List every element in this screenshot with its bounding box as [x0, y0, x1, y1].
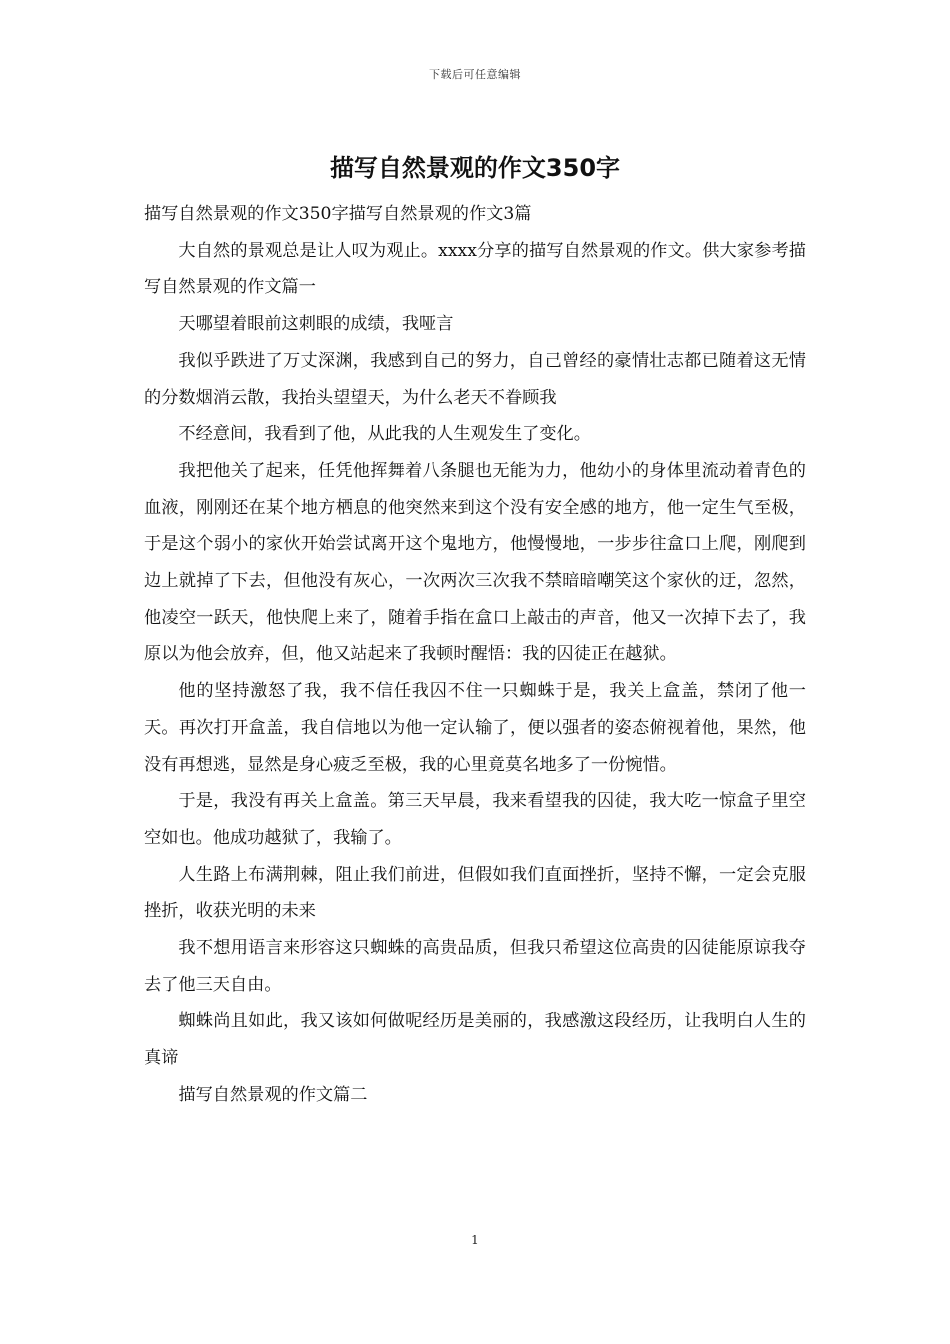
paragraph: 我不想用语言来形容这只蜘蛛的高贵品质，但我只希望这位高贵的囚徒能原谅我夺去了他三天自由。	[144, 938, 806, 995]
document-body	[144, 196, 806, 1114]
paragraph: 于是，我没有再关上盒盖。第三天早晨，我来看望我的囚徒，我大吃一惊盒子里空空如也。他成功越狱了，我输了。	[144, 791, 806, 848]
section-heading: 描写自然景观的作文篇二	[178, 1084, 368, 1105]
header-note: 下载后可任意编辑	[429, 68, 521, 81]
paragraph: 人生路上布满荆棘，阻止我们前进，但假如我们直面挫折，坚持不懈，一定会克服挫折，收获光明的未来	[144, 864, 806, 922]
paragraph: 大自然的景观总是让人叹为观止。xxxx分享的描写自然景观的作文。供大家参考描写自然景观的作文篇一	[144, 240, 806, 298]
paragraph: 我似乎跌进了万丈深渊，我感到自己的努力，自己曾经的豪情壮志都已随着这无情的分数烟消云散，我抬头望望天，为什么老天不眷顾我	[144, 350, 806, 408]
paragraph: 天哪望着眼前这刺眼的成绩，我哑言	[178, 314, 454, 335]
paragraph: 不经意间，我看到了他，从此我的人生观发生了变化。	[178, 424, 591, 445]
paragraph: 我把他关了起来，任凭他挥舞着八条腿也无能为力，他幼小的身体里流动着青色的血液，刚刚还在某个地方栖息的他突然来到这个没有安全感的地方，他一定生气至极，于是这个弱小的家伙开始尝试离开这个鬼地方，他慢慢地，一步步往盒口上爬，刚爬到边上就掉了下去，但他没有灰心，一次两次三次我不禁暗暗嘲笑这个家伙的迂，忽然，他凌空一跃天，他快爬上来了，随着手指在盒口上敲击的声音，他又一次掉下去了，我原以为他会放弃，但，他又站起来了我顿时醒悟：我的囚徒正在越狱。	[144, 460, 806, 665]
page-number: 1	[471, 1233, 479, 1247]
paragraph: 蜘蛛尚且如此，我又该如何做呢经历是美丽的，我感激这段经历，让我明白人生的真谛	[144, 1011, 806, 1069]
subtitle-line: 描写自然景观的作文350字描写自然景观的作文3篇	[144, 204, 532, 224]
paragraph: 他的坚持激怒了我，我不信任我囚不住一只蜘蛛于是，我关上盒盖，禁闭了他一天。再次打开盒盖，我自信地以为他一定认输了，便以强者的姿态俯视着他，果然，他没有再想逃，显然是身心疲乏至极，我的心里竟莫名地多了一份惋惜。	[144, 681, 806, 775]
document-title: 描写自然景观的作文350字	[329, 154, 621, 182]
